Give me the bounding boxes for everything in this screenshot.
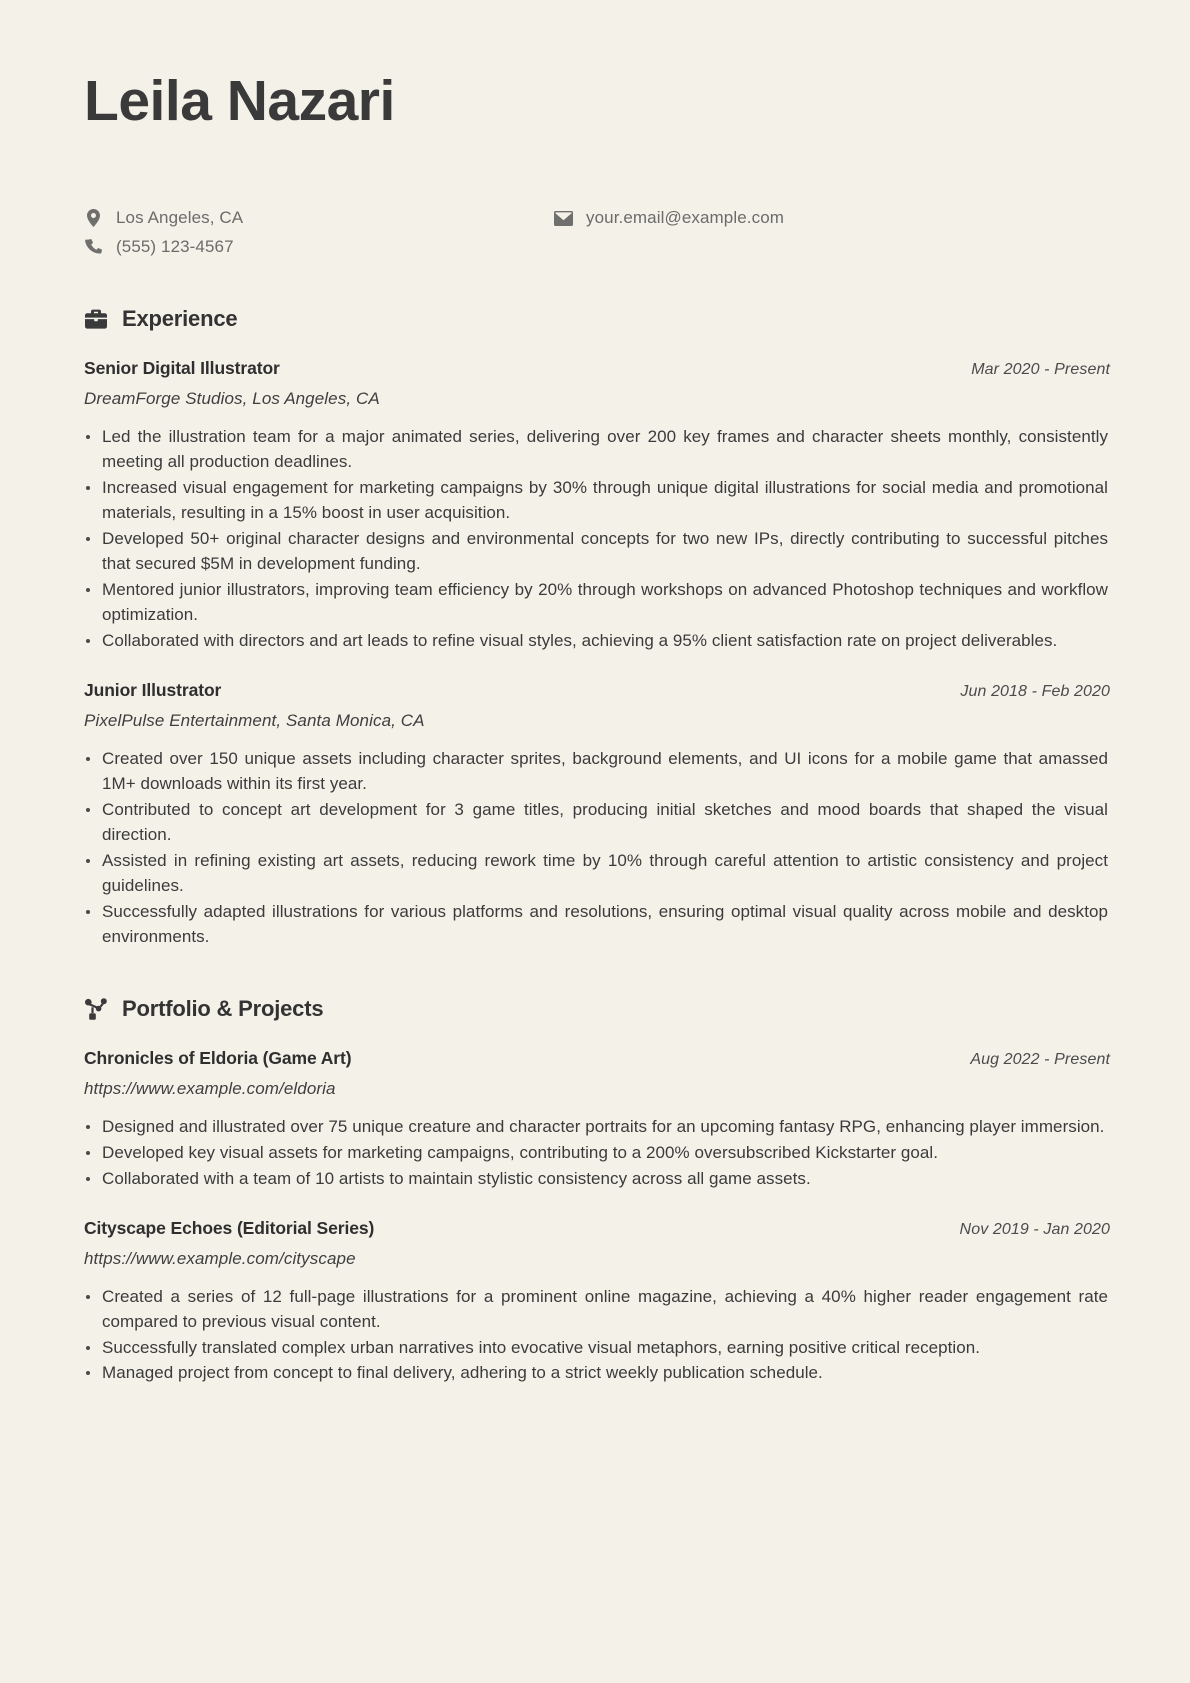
list-item: Successfully adapted illustrations for various platforms and resolutions, ensuring optimal visual quality across mobile and desktop environments. [80,900,1110,950]
experience-entry [80,358,1110,654]
list-item: Collaborated with a team of 10 artists to maintain stylistic consistency across all game assets. [80,1167,1110,1192]
list-item: Designed and illustrated over 75 unique creature and character portraits for an upcoming fantasy RPG, enhancing player immersion. [80,1115,1110,1140]
contact-phone-text: (555) 123-4567 [116,237,234,257]
phone-icon [84,239,103,256]
contact-row-2 [84,233,1110,262]
entry-header [84,1048,1110,1069]
contact-email-text: your.email@example.com [586,208,785,228]
entry-url[interactable]: https://www.example.com/eldoria [84,1078,336,1098]
list-item: Created over 150 unique assets including character sprites, background elements, and UI icons for a mobile game that amassed 1M+ downloads within its first year. [80,747,1110,797]
list-item: Successfully translated complex urban narratives into evocative visual metaphors, earning positive critical reception. [80,1336,1110,1361]
entry-header [84,358,1110,379]
map-pin-icon [84,209,103,227]
list-item: Led the illustration team for a major animated series, delivering over 200 key frames and character sheets monthly, consistently meeting all production deadlines. [80,425,1110,475]
contact-location-text: Los Angeles, CA [116,208,244,228]
entry-date: Mar 2020 - Present [971,360,1110,378]
project-network-icon [84,997,108,1021]
entry-subtitle: PixelPulse Entertainment, Santa Monica, CA [84,710,425,730]
entry-date: Aug 2022 - Present [970,1050,1110,1068]
contact-block [84,204,1110,262]
entry-date: Nov 2019 - Jan 2020 [959,1220,1110,1238]
entry-bullet-list [80,1285,1110,1387]
section-title-portfolio: Portfolio & Projects [122,995,324,1021]
list-item: Created a series of 12 full-page illustrations for a prominent online magazine, achieving a 40% higher reader engagement rate compared to previous visual content. [80,1285,1110,1335]
list-item: Developed 50+ original character designs and environmental concepts for two new IPs, directly contributing to successful pitches that secured $5M in development funding. [80,527,1110,577]
entry-header [84,1218,1110,1239]
briefcase-icon [84,307,108,331]
entry-title: Senior Digital Illustrator [84,357,280,378]
contact-row-1 [84,204,1110,233]
portfolio-entry [80,1048,1110,1192]
contact-email[interactable] [554,208,784,228]
list-item: Managed project from concept to final delivery, adhering to a strict weekly publication schedule. [80,1361,1110,1386]
section-header-experience [84,306,1110,332]
contact-location [84,208,554,228]
portfolio-entry [80,1218,1110,1387]
entry-date: Jun 2018 - Feb 2020 [960,682,1110,700]
experience-entry [80,680,1110,950]
section-portfolio [80,996,1110,1387]
entry-header [84,680,1110,701]
section-title-experience: Experience [122,305,238,331]
page-title: Leila Nazari [84,69,395,133]
section-header-portfolio [84,996,1110,1022]
list-item: Increased visual engagement for marketing campaigns by 30% through unique digital illustrations for social media and promotional materials, resulting in a 15% boost in user acquisition. [80,476,1110,526]
entry-bullet-list [80,1115,1110,1192]
contact-phone [84,237,554,257]
list-item: Assisted in refining existing art assets, reducing rework time by 10% through careful attention to artistic consistency and project guidelines. [80,849,1110,899]
section-experience [80,306,1110,950]
entry-bullet-list [80,747,1110,950]
entry-subtitle: DreamForge Studios, Los Angeles, CA [84,388,380,408]
entry-url[interactable]: https://www.example.com/cityscape [84,1248,356,1268]
entry-title: Chronicles of Eldoria (Game Art) [84,1047,352,1068]
entry-bullet-list [80,425,1110,654]
envelope-icon [554,211,573,226]
list-item: Developed key visual assets for marketing campaigns, contributing to a 200% oversubscribed Kickstarter goal. [80,1141,1110,1166]
list-item: Collaborated with directors and art leads to refine visual styles, achieving a 95% client satisfaction rate on project deliverables. [80,629,1110,654]
entry-title: Cityscape Echoes (Editorial Series) [84,1217,375,1238]
list-item: Contributed to concept art development for 3 game titles, producing initial sketches and mood boards that shaped the visual direction. [80,798,1110,848]
list-item: Mentored junior illustrators, improving team efficiency by 20% through workshops on advanced Photoshop techniques and workflow optimization. [80,578,1110,628]
entry-title: Junior Illustrator [84,679,222,700]
